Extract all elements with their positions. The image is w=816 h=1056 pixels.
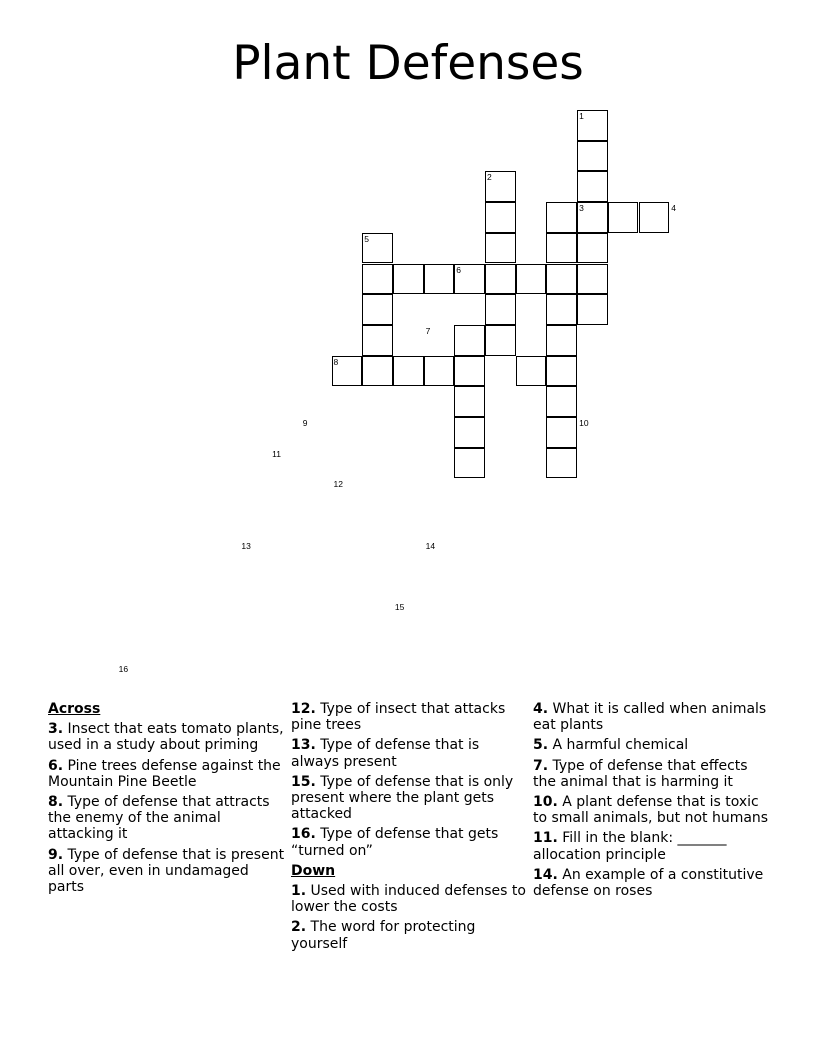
grid-cell[interactable] [362,294,393,325]
clue-text: Type of insect that attacks pine trees [291,701,506,734]
clue-text: A plant defense that is toxic to small animals, but not humans [533,794,769,827]
clue-text: Type of defense that is only present where the plant gets attacked [291,773,514,823]
clue-text: A harmful chemical [548,737,689,754]
clue-number-label: 12 [333,479,343,490]
clue-item [533,758,771,790]
grid-cell[interactable] [546,448,577,479]
clue-item [48,794,286,843]
clue-number: 13. [291,737,316,754]
clue-item [533,701,771,733]
clue-number: 3. [48,721,64,738]
clue-number-label: 10 [579,418,589,428]
clue-text: An example of a constitutive defense on roses [533,866,764,900]
clue-number: 7. [533,757,549,774]
clues-column-2 [291,701,529,956]
clue-item [48,847,286,896]
grid-cell[interactable] [546,325,577,356]
clue-text: Type of defense that gets “turned on” [291,826,499,859]
clue-number-label: 16 [118,663,129,674]
clue-number-label: 1 [579,111,584,121]
clue-item [533,737,771,753]
grid-cell[interactable] [577,171,608,202]
grid-cell[interactable] [608,202,639,233]
grid-cell[interactable] [454,448,485,479]
clue-text: What it is called when animals eat plants [533,701,767,734]
grid-cell[interactable] [393,264,424,295]
grid-cell[interactable] [485,325,516,356]
clue-item [48,758,286,790]
clue-number-label: 3 [579,203,584,214]
grid-cell[interactable] [454,417,485,448]
clue-number-label: 14 [425,540,436,551]
grid-cell[interactable] [454,386,485,417]
clue-item [291,737,529,769]
clue-number-label: 9 [302,418,308,428]
grid-cell[interactable] [454,356,485,387]
grid-cell[interactable] [577,233,608,264]
grid-cell[interactable] [546,294,577,325]
clue-text: Type of defense that effects the animal that is harming it [533,757,748,790]
across-clue-list-continued [291,701,529,859]
across-header: Across [48,701,101,717]
clue-text: Used with induced defenses to lower the costs [291,883,526,916]
clue-number: 10. [533,794,558,811]
grid-cell[interactable] [546,417,577,448]
clue-number: 1. [291,883,307,900]
down-clue-list-continued [533,701,771,899]
clue-text: Pine trees defense against the Mountain Pine Beetle [48,757,281,790]
grid-cell[interactable] [362,325,393,356]
grid-cell[interactable] [454,325,485,356]
down-clue-list [291,883,529,952]
clue-number-label: 7 [425,325,431,336]
clue-text: The word for protecting yourself [291,919,476,952]
clue-item [291,826,529,858]
grid-cell[interactable] [546,264,577,295]
clues-column-3 [533,701,771,903]
clue-number: 16. [291,826,316,843]
clue-number-label: 6 [456,264,462,275]
clue-number-label: 15 [394,602,405,613]
clue-number-label: 2 [487,172,492,183]
down-header: Down [291,862,336,879]
clue-number-label: 5 [364,233,369,244]
clue-text: Fill in the blank: _______ allocation principle [533,830,727,863]
clue-text: Type of defense that is present all over, even in undamaged parts [48,846,285,896]
grid-cell[interactable] [516,264,547,295]
clue-number: 4. [533,701,549,717]
grid-cell[interactable] [639,202,670,233]
clue-item [291,919,529,951]
clue-number: 9. [48,846,64,863]
clue-item [291,774,529,823]
clue-number-label: 4 [671,203,676,214]
across-clue-list [48,721,286,895]
clue-number: 12. [291,701,316,717]
grid-cell[interactable] [577,264,608,295]
clue-number: 11. [533,830,558,847]
grid-cell[interactable] [577,294,608,325]
clue-number: 5. [533,737,549,754]
grid-cell[interactable] [577,141,608,172]
grid-cell[interactable] [516,356,547,387]
clue-text: Type of defense that attracts the enemy of the animal attacking it [48,794,270,843]
clue-text: Insect that eats tomato plants, used in a study about priming [48,721,284,754]
grid-cell[interactable] [546,386,577,417]
clue-number: 8. [48,794,64,811]
clue-number: 15. [291,773,316,790]
grid-cell[interactable] [362,264,393,295]
grid-cell[interactable] [424,356,455,387]
clue-item [48,721,286,753]
puzzle-title: Plant Defenses [232,36,584,91]
clue-number: 6. [48,757,64,774]
clue-number-label: 8 [333,356,339,367]
grid-cell[interactable] [485,264,516,295]
grid-cell[interactable] [546,202,577,233]
clue-item [291,701,529,733]
clue-item [533,867,771,899]
clue-item [291,883,529,915]
grid-cell[interactable] [485,294,516,325]
grid-cell[interactable] [424,264,455,295]
clue-item [533,830,771,862]
clue-number: 2. [291,919,307,936]
clue-number: 14. [533,866,558,883]
grid-cell[interactable] [485,233,516,264]
clue-number-label: 11 [272,448,281,459]
grid-cell[interactable] [362,356,393,387]
clue-number-label: 13 [241,540,251,551]
grid-cell[interactable] [546,356,577,387]
clue-item [533,794,771,826]
grid-cell[interactable] [546,233,577,264]
clue-text: Type of defense that is always present [291,737,480,770]
clues-column-1 [48,701,286,899]
grid-cell[interactable] [393,356,424,387]
grid-cell[interactable] [485,202,516,233]
